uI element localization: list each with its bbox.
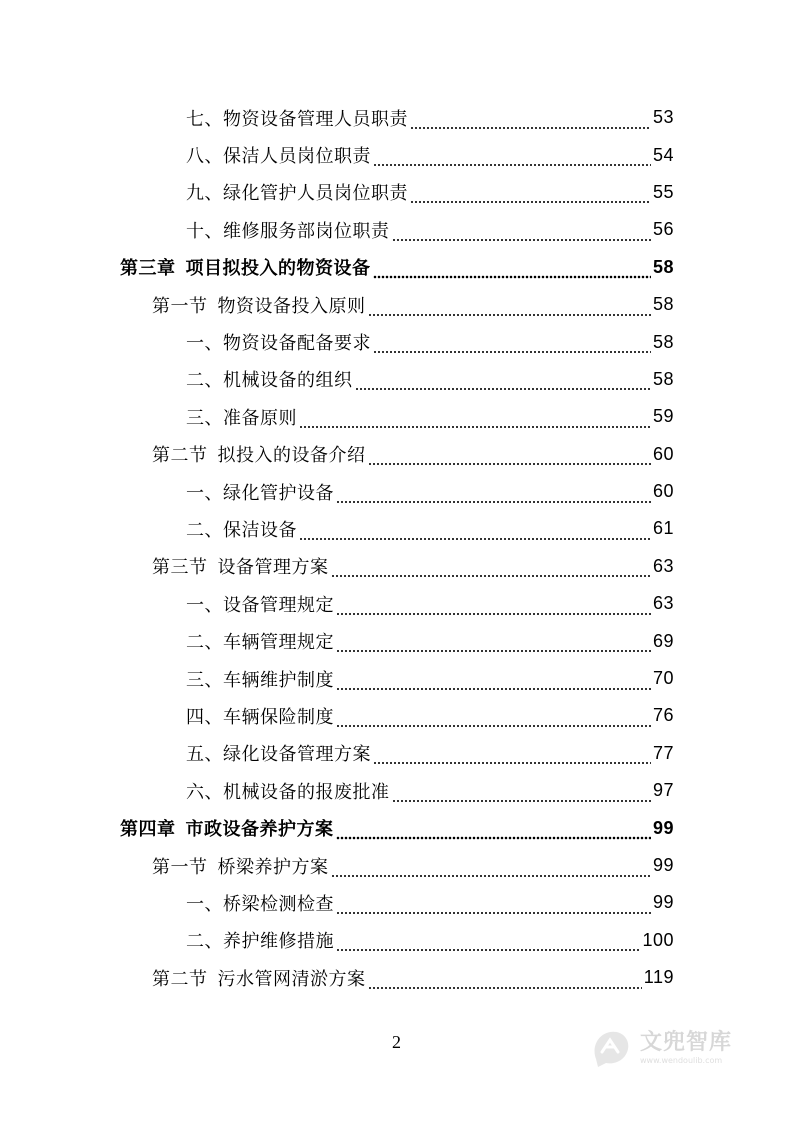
toc-entry-text: 市政设备养护方案	[185, 819, 334, 841]
toc-entry-number: 一、	[186, 893, 223, 915]
toc-entry-text: 绿化设备管理方案	[223, 744, 371, 766]
toc-page-number: 69	[652, 630, 674, 651]
toc-page-number: 76	[652, 705, 674, 726]
toc-entry-title	[186, 890, 334, 916]
toc-dot-leader	[331, 560, 651, 578]
toc-chapter-entry[interactable]	[0, 809, 793, 846]
toc-item-entry[interactable]	[0, 735, 793, 772]
watermark-brand: 文兜智库	[640, 1029, 733, 1055]
toc-entry-number: 五、	[186, 744, 223, 766]
toc-entry-title	[186, 591, 334, 617]
toc-dot-leader	[373, 149, 651, 167]
toc-entry-number: 六、	[186, 781, 223, 803]
toc-page-number: 61	[652, 518, 674, 539]
toc-dot-leader	[331, 860, 651, 878]
toc-page-number: 99	[652, 892, 674, 913]
toc-item-entry[interactable]	[0, 772, 793, 809]
toc-entry-number: 第二节	[152, 968, 208, 990]
toc-item-entry[interactable]	[0, 622, 793, 659]
table-of-contents	[0, 99, 793, 996]
toc-entry-title	[186, 516, 297, 542]
toc-item-entry[interactable]	[0, 473, 793, 510]
toc-entry-number: 第二节	[152, 445, 208, 467]
toc-entry-text: 准备原则	[223, 407, 297, 429]
toc-item-entry[interactable]	[0, 884, 793, 921]
toc-page-number: 58	[652, 256, 674, 277]
toc-dot-leader	[355, 373, 651, 391]
toc-page-number: 54	[652, 144, 674, 165]
toc-entry-number: 一、	[186, 333, 223, 355]
toc-entry-number: 八、	[186, 146, 223, 168]
toc-entry-title	[186, 479, 334, 505]
toc-entry-number: 第一节	[152, 295, 208, 317]
toc-entry-title	[186, 703, 334, 729]
toc-entry-number: 三、	[186, 407, 223, 429]
toc-entry-title	[186, 142, 371, 168]
toc-dot-leader	[336, 934, 640, 952]
toc-item-entry[interactable]	[0, 136, 793, 173]
toc-entry-text: 物资设备管理人员职责	[223, 108, 408, 130]
toc-item-entry[interactable]	[0, 174, 793, 211]
toc-entry-text: 车辆管理规定	[223, 632, 334, 654]
toc-item-entry[interactable]	[0, 510, 793, 547]
toc-entry-title	[186, 628, 334, 654]
toc-page-number: 58	[652, 368, 674, 389]
toc-entry-title	[152, 292, 366, 318]
toc-entry-number: 第四章	[120, 819, 176, 841]
toc-page-number: 53	[652, 107, 674, 128]
toc-section-entry[interactable]	[0, 286, 793, 323]
toc-entry-title	[186, 217, 390, 243]
toc-page-number: 56	[652, 219, 674, 240]
toc-entry-text: 保洁人员岗位职责	[223, 146, 371, 168]
toc-entry-text: 机械设备的报废批准	[223, 781, 390, 803]
toc-page-number: 63	[652, 593, 674, 614]
toc-entry-number: 四、	[186, 706, 223, 728]
toc-entry-title	[186, 666, 334, 692]
toc-entry-title	[120, 815, 334, 841]
toc-entry-number: 第一节	[152, 856, 208, 878]
toc-item-entry[interactable]	[0, 323, 793, 360]
toc-entry-number: 十、	[186, 220, 223, 242]
toc-entry-title	[186, 927, 334, 953]
toc-entry-text: 机械设备的组织	[223, 370, 353, 392]
toc-entry-text: 绿化管护人员岗位职责	[223, 183, 408, 205]
toc-dot-leader	[299, 523, 651, 541]
toc-dot-leader	[373, 261, 651, 279]
toc-entry-text: 养护维修措施	[223, 931, 334, 953]
toc-entry-number: 一、	[186, 482, 223, 504]
toc-dot-leader	[373, 336, 651, 354]
toc-entry-text: 污水管网清淤方案	[217, 968, 366, 990]
toc-dot-leader	[336, 710, 651, 728]
toc-page-number: 100	[642, 929, 674, 950]
toc-entry-text: 绿化管护设备	[223, 482, 334, 504]
toc-entry-title	[186, 105, 408, 131]
toc-page-number: 63	[652, 555, 674, 576]
toc-entry-title	[120, 254, 371, 280]
toc-entry-number: 第三章	[120, 258, 176, 280]
toc-dot-leader	[336, 635, 651, 653]
toc-dot-leader	[336, 897, 651, 915]
toc-dot-leader	[336, 486, 651, 504]
toc-dot-leader	[336, 822, 651, 840]
toc-dot-leader	[336, 673, 651, 691]
toc-entry-number: 二、	[186, 370, 223, 392]
toc-item-entry[interactable]	[0, 211, 793, 248]
toc-page-number: 70	[652, 668, 674, 689]
toc-entry-text: 保洁设备	[223, 519, 297, 541]
toc-dot-leader	[336, 598, 651, 616]
toc-page-number: 55	[652, 181, 674, 202]
toc-page-number: 60	[652, 443, 674, 464]
toc-entry-text: 设备管理规定	[223, 594, 334, 616]
toc-page-number: 60	[652, 481, 674, 502]
toc-page-number: 59	[652, 406, 674, 427]
toc-item-entry[interactable]	[0, 660, 793, 697]
toc-page-number: 99	[652, 855, 674, 875]
toc-page-number: 97	[652, 780, 674, 801]
watermark-url: www.wendoulib.com	[640, 1055, 723, 1065]
toc-section-entry[interactable]	[0, 548, 793, 585]
toc-entry-number: 一、	[186, 594, 223, 616]
toc-entry-number: 二、	[186, 519, 223, 541]
toc-item-entry[interactable]	[0, 922, 793, 959]
toc-dot-leader	[368, 299, 651, 317]
toc-dot-leader	[410, 112, 651, 130]
toc-section-entry[interactable]	[0, 847, 793, 884]
toc-entry-title	[152, 553, 329, 579]
toc-entry-title	[152, 441, 366, 467]
watermark	[588, 1020, 778, 1076]
toc-entry-text: 物资设备配备要求	[223, 333, 371, 355]
toc-entry-title	[186, 366, 353, 392]
toc-entry-title	[186, 404, 297, 430]
toc-section-entry[interactable]	[0, 436, 793, 473]
toc-entry-text: 桥梁检测检查	[223, 893, 334, 915]
toc-entry-text: 物资设备投入原则	[217, 295, 366, 317]
toc-section-entry[interactable]	[0, 959, 793, 996]
toc-page-number: 58	[652, 294, 674, 315]
toc-entry-number: 二、	[186, 632, 223, 654]
toc-item-entry[interactable]	[0, 361, 793, 398]
toc-entry-text: 项目拟投入的物资设备	[185, 258, 371, 280]
toc-item-entry[interactable]	[0, 697, 793, 734]
toc-entry-title	[186, 740, 371, 766]
page-number: 2	[392, 1032, 401, 1052]
wendou-logo-icon	[588, 1025, 634, 1071]
toc-entry-text: 设备管理方案	[217, 557, 329, 579]
toc-entry-number: 第三节	[152, 557, 208, 579]
toc-dot-leader	[392, 785, 651, 803]
toc-entry-number: 九、	[186, 183, 223, 205]
toc-entry-number: 三、	[186, 669, 223, 691]
toc-dot-leader	[373, 747, 651, 765]
toc-page-number: 119	[643, 967, 674, 988]
toc-dot-leader	[410, 186, 651, 204]
toc-entry-text: 拟投入的设备介绍	[217, 445, 366, 467]
toc-entry-title	[186, 179, 408, 205]
toc-dot-leader	[368, 448, 651, 466]
toc-item-entry[interactable]	[0, 398, 793, 435]
toc-entry-text: 维修服务部岗位职责	[223, 220, 390, 242]
toc-entry-title	[186, 778, 390, 804]
toc-dot-leader	[392, 224, 651, 242]
toc-entry-title	[152, 965, 366, 991]
toc-dot-leader	[368, 972, 642, 990]
toc-page-number: 58	[652, 331, 674, 352]
toc-item-entry[interactable]	[0, 585, 793, 622]
toc-chapter-entry[interactable]	[0, 249, 793, 286]
toc-page-number: 99	[652, 817, 674, 838]
toc-entry-title	[152, 853, 329, 879]
toc-entry-text: 车辆维护制度	[223, 669, 334, 691]
toc-page-number: 77	[652, 742, 674, 763]
toc-entry-text: 桥梁养护方案	[217, 856, 329, 878]
toc-item-entry[interactable]	[0, 99, 793, 136]
toc-dot-leader	[299, 411, 651, 429]
toc-entry-title	[186, 329, 371, 355]
toc-entry-number: 二、	[186, 931, 223, 953]
toc-entry-text: 车辆保险制度	[223, 706, 334, 728]
toc-entry-number: 七、	[186, 108, 223, 130]
